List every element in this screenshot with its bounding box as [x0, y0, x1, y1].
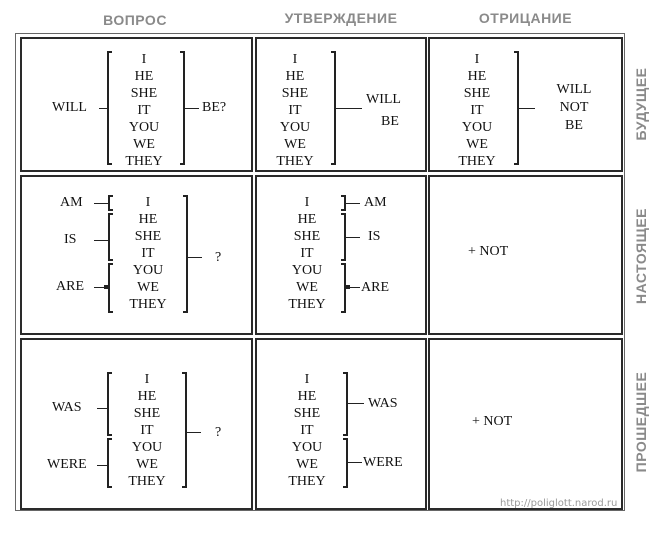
cell-past-affirmation — [255, 338, 427, 510]
pronoun-list — [277, 194, 337, 313]
pronoun: IT — [300, 246, 314, 261]
pronoun: SHE — [281, 86, 309, 101]
pronoun-list — [447, 51, 507, 170]
cell-past-question — [20, 338, 253, 510]
pronoun: IT — [470, 103, 484, 118]
bracket-right — [343, 438, 348, 488]
cell-future-affirmation — [255, 37, 427, 172]
pronoun: IT — [300, 423, 314, 438]
pronoun: I — [144, 372, 150, 387]
be-question-label: BE? — [202, 100, 227, 115]
cell-past-negation — [428, 338, 623, 510]
connector-line — [94, 203, 108, 204]
pronoun: I — [474, 52, 480, 67]
pronoun: HE — [297, 212, 317, 227]
bracket-left — [108, 195, 113, 211]
pronoun: I — [141, 52, 147, 67]
pronoun: THEY — [276, 154, 314, 169]
pronoun: YOU — [132, 263, 164, 278]
will-label: WILL — [52, 100, 87, 115]
not-label: NOT — [559, 100, 589, 115]
pronoun-list — [265, 51, 325, 170]
question-mark: ? — [215, 250, 222, 265]
connector-line — [336, 108, 362, 109]
pronoun: YOU — [461, 120, 493, 135]
bracket-left — [108, 263, 113, 313]
pronoun: THEY — [458, 154, 496, 169]
be-label: BE — [381, 114, 399, 129]
cell-present-affirmation — [255, 175, 427, 335]
pronoun: I — [304, 195, 310, 210]
column-header-affirmation: УТВЕРЖДЕНИЕ — [284, 10, 398, 26]
question-mark: ? — [215, 425, 222, 440]
pronoun: WE — [296, 280, 318, 295]
pronoun: HE — [467, 69, 487, 84]
bracket-right — [343, 372, 348, 436]
pronoun: I — [145, 195, 151, 210]
connector-line — [346, 237, 360, 238]
connector-line — [348, 403, 364, 404]
column-header-question: ВОПРОС — [103, 12, 167, 28]
connector-line — [97, 465, 107, 466]
cell-future-question — [20, 37, 253, 172]
row-label-past: ПРОШЕДШЕЕ — [633, 371, 649, 473]
pronoun: IT — [137, 103, 151, 118]
not-label: + NOT — [472, 414, 513, 429]
column-header-negation: ОТРИЦАНИЕ — [478, 10, 573, 26]
cell-present-question — [20, 175, 253, 335]
pronoun: SHE — [293, 229, 321, 244]
pronoun: SHE — [463, 86, 491, 101]
connector-line — [187, 432, 201, 433]
was-label: WAS — [52, 400, 82, 415]
pronoun: WE — [284, 137, 306, 152]
was-label: WAS — [368, 396, 398, 411]
pronoun-list — [118, 194, 178, 313]
pronoun: SHE — [134, 229, 162, 244]
pronoun: SHE — [130, 86, 158, 101]
is-label: IS — [64, 232, 77, 247]
bracket-left — [107, 51, 112, 165]
connector-line — [346, 203, 360, 204]
pronoun: IT — [288, 103, 302, 118]
connector-line — [519, 108, 535, 109]
cell-future-negation — [428, 37, 623, 172]
am-label: AM — [60, 195, 83, 210]
not-label: + NOT — [468, 244, 509, 259]
row-label-future: БУДУЩЕЕ — [633, 67, 649, 141]
row-label-present: НАСТОЯЩЕЕ — [633, 207, 649, 305]
pronoun: THEY — [288, 474, 326, 489]
pronoun: WE — [133, 137, 155, 152]
pronoun: YOU — [291, 440, 323, 455]
will-label: WILL — [366, 92, 401, 107]
pronoun: WE — [466, 137, 488, 152]
bracket-right — [183, 195, 188, 313]
were-label: WERE — [363, 455, 403, 470]
pronoun-list — [114, 51, 174, 170]
pronoun: YOU — [131, 440, 163, 455]
pronoun-list — [117, 371, 177, 490]
is-label: IS — [368, 229, 381, 244]
connector-line — [348, 462, 362, 463]
pronoun: YOU — [291, 263, 323, 278]
bracket-left — [107, 438, 112, 488]
connector-line — [94, 240, 108, 241]
bracket-right — [182, 372, 187, 488]
pronoun: SHE — [293, 406, 321, 421]
watermark: http://poliglott.narod.ru — [500, 498, 618, 509]
pronoun-list — [277, 371, 337, 490]
bracket-left — [107, 372, 112, 436]
pronoun: I — [292, 52, 298, 67]
pronoun: HE — [138, 212, 158, 227]
am-label: AM — [364, 195, 387, 210]
bracket-left — [108, 213, 113, 261]
pronoun: HE — [285, 69, 305, 84]
pronoun: THEY — [129, 297, 167, 312]
pronoun: HE — [297, 389, 317, 404]
cell-present-negation — [428, 175, 623, 335]
pronoun: THEY — [128, 474, 166, 489]
pronoun: THEY — [288, 297, 326, 312]
pronoun: HE — [137, 389, 157, 404]
were-label: WERE — [47, 457, 87, 472]
connector-line — [346, 287, 360, 288]
pronoun: YOU — [128, 120, 160, 135]
are-label: ARE — [361, 280, 389, 295]
pronoun: HE — [134, 69, 154, 84]
pronoun: YOU — [279, 120, 311, 135]
pronoun: WE — [137, 280, 159, 295]
pronoun: WE — [136, 457, 158, 472]
pronoun: IT — [140, 423, 154, 438]
are-label: ARE — [56, 279, 84, 294]
be-label: BE — [565, 118, 583, 133]
pronoun: SHE — [133, 406, 161, 421]
pronoun: IT — [141, 246, 155, 261]
connector-line — [97, 408, 107, 409]
pronoun: I — [304, 372, 310, 387]
connector-line — [188, 257, 202, 258]
pronoun: WE — [296, 457, 318, 472]
connector-line — [99, 108, 107, 109]
pronoun: THEY — [125, 154, 163, 169]
will-label: WILL — [556, 82, 592, 97]
connector-line — [185, 108, 199, 109]
